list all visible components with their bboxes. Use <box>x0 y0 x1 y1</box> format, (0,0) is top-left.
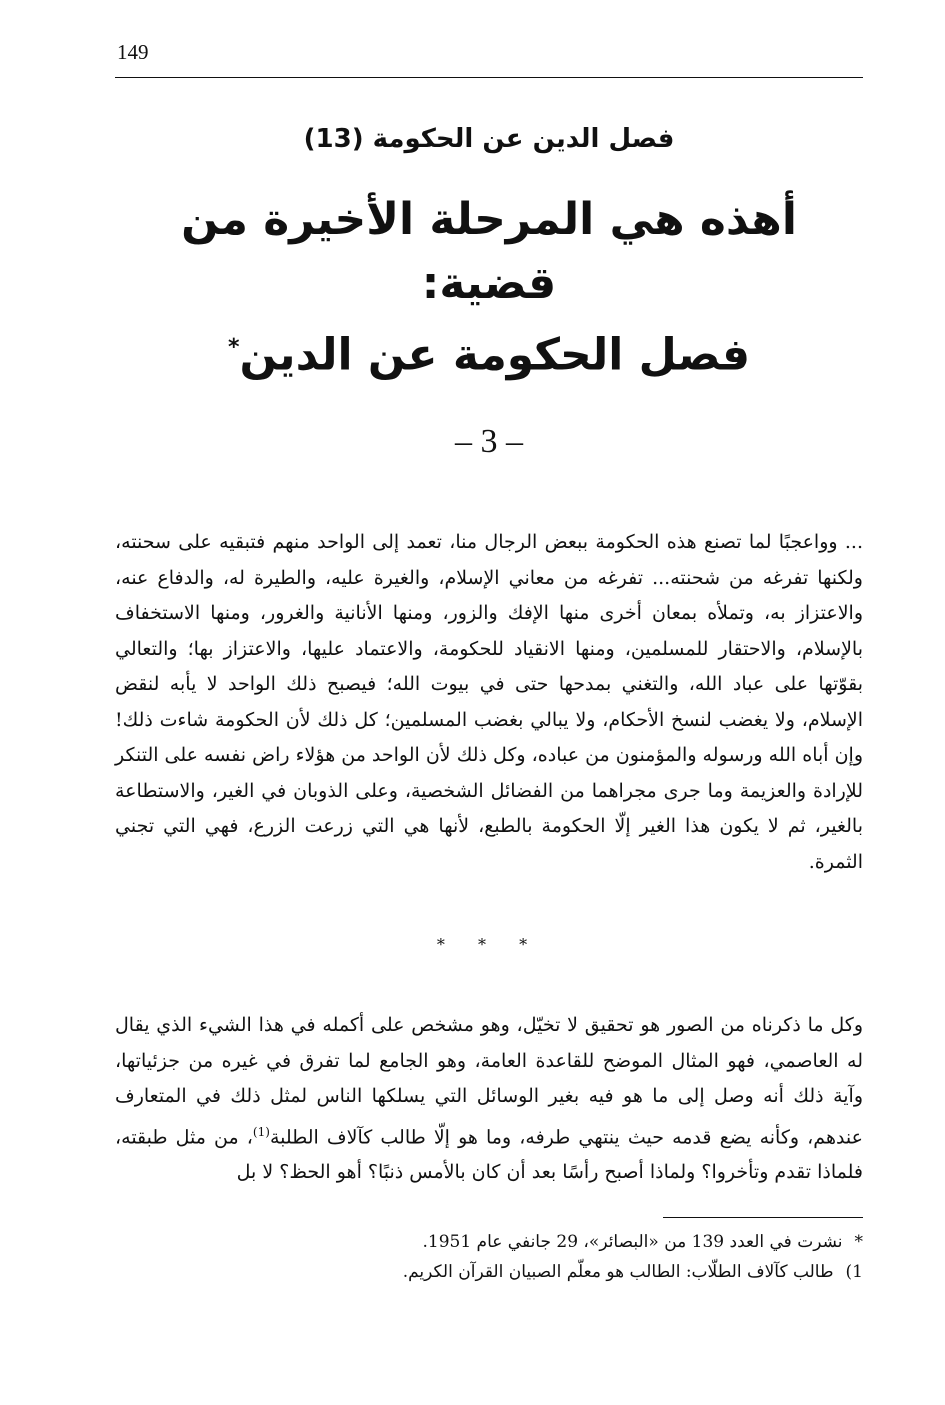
section-separator: * * * <box>436 935 542 954</box>
body-paragraph-1: ... وواعجبًا لما تصنع هذه الحكومة ببعض الرجال منا، تعمد إلى الواحد منهم فتبقيه على سحنته، ولكنها تفرغه من شحنته... تفرغه من معاني الإسلام، والغيرة عليه، والطيرة له، والدفاع عنه، والاعتزاز به، وتملأه بمعان أخرى منها الإفك والزور، ومنها الأنانية والغرور، ومنها الاستخفاف بالإسلام، والاحتقار للمسلمين، ومنها الانقياد للحكومة، والاعتماد عليها، والاعتزاز بها؛ والتعالي بقوّتها على عباد الله، والتغني بمدحها حتى في بيوت الله؛ فيصبح ذلك الواحد لا يأبه لنقض الإسلام، ولا يغضب لنسخ الأحكام، ولا يبالي بغضب المسلمين؛ كل ذلك لأن الحكومة شاءت ذلك! وإن أباه الله ورسوله والمؤمنون من عباده، وكل ذلك لأن الواحد من هؤلاء راض نفسه على التنكر للإرادة والعزيمة وما جرى مجراهما من الفضائل الشخصية، وعلى الذوبان في الغير، والاستطاعة بالغير، ثم لا يكون هذا الغير إلّا الحكومة بالطبع، لأنها هي التي زرعت الزرع، فهي التي تجني الثمرة. <box>115 531 863 873</box>
title-line-2 <box>115 316 863 388</box>
title-line-1: أهذه هي المرحلة الأخيرة من قضية: <box>181 194 797 309</box>
series-heading: فصل الدين عن الحكومة (13) <box>303 124 675 154</box>
footnote-rule <box>663 1217 863 1218</box>
title-line-2-text: فصل الحكومة عن الدين <box>239 329 751 381</box>
footnote-1-marker: * <box>854 1232 863 1252</box>
section-number: – 3 – <box>455 423 523 460</box>
footnote-2-text: طالب كآلاف الطلّاب: الطالب هو معلّم الصبيان القرآن الكريم. <box>402 1262 834 1282</box>
footnote-reference: (1) <box>252 1124 270 1139</box>
title-footnote-marker: * <box>227 335 240 360</box>
footnote-1-text: نشرت في العدد 139 من «البصائر»، 29 جانفي عام 1951. <box>422 1232 843 1252</box>
footnote-2 <box>115 1259 863 1285</box>
footnote-1 <box>115 1229 863 1255</box>
header-rule <box>115 77 863 78</box>
paragraph-2-part-b: ، من مثل طبقته، فلماذا تقدم وتأخروا؟ ولماذا أصبح رأسًا بعد أن كان بالأمس ذنبًا؟ أهو الحظ؟ لا بل <box>115 1125 863 1184</box>
article-title <box>115 188 863 388</box>
page-number: 149 <box>117 40 149 64</box>
paragraph-2-part-a: وكل ما ذكرناه من الصور هو تحقيق لا تخيّل، وهو مشخص على أكمله في هذا الشيء الذي يقال له العاصمي، فهو المثال الموضح للقاعدة العامة، وهو الجامع لما تفرق في غيره من جزئياتها، وآية ذلك أنه وصل إلى ما هو فيه بغير الوسائل التي يسلكها الناس لمثل ذلك في المتعارف عندهم، وكأنه يضع قدمه حيث ينتهي طرفه، وما هو إلّا طالب كآلاف الطلبة <box>115 1014 864 1148</box>
body-paragraph-2 <box>115 1008 863 1191</box>
footnote-2-marker: 1) <box>845 1262 863 1282</box>
